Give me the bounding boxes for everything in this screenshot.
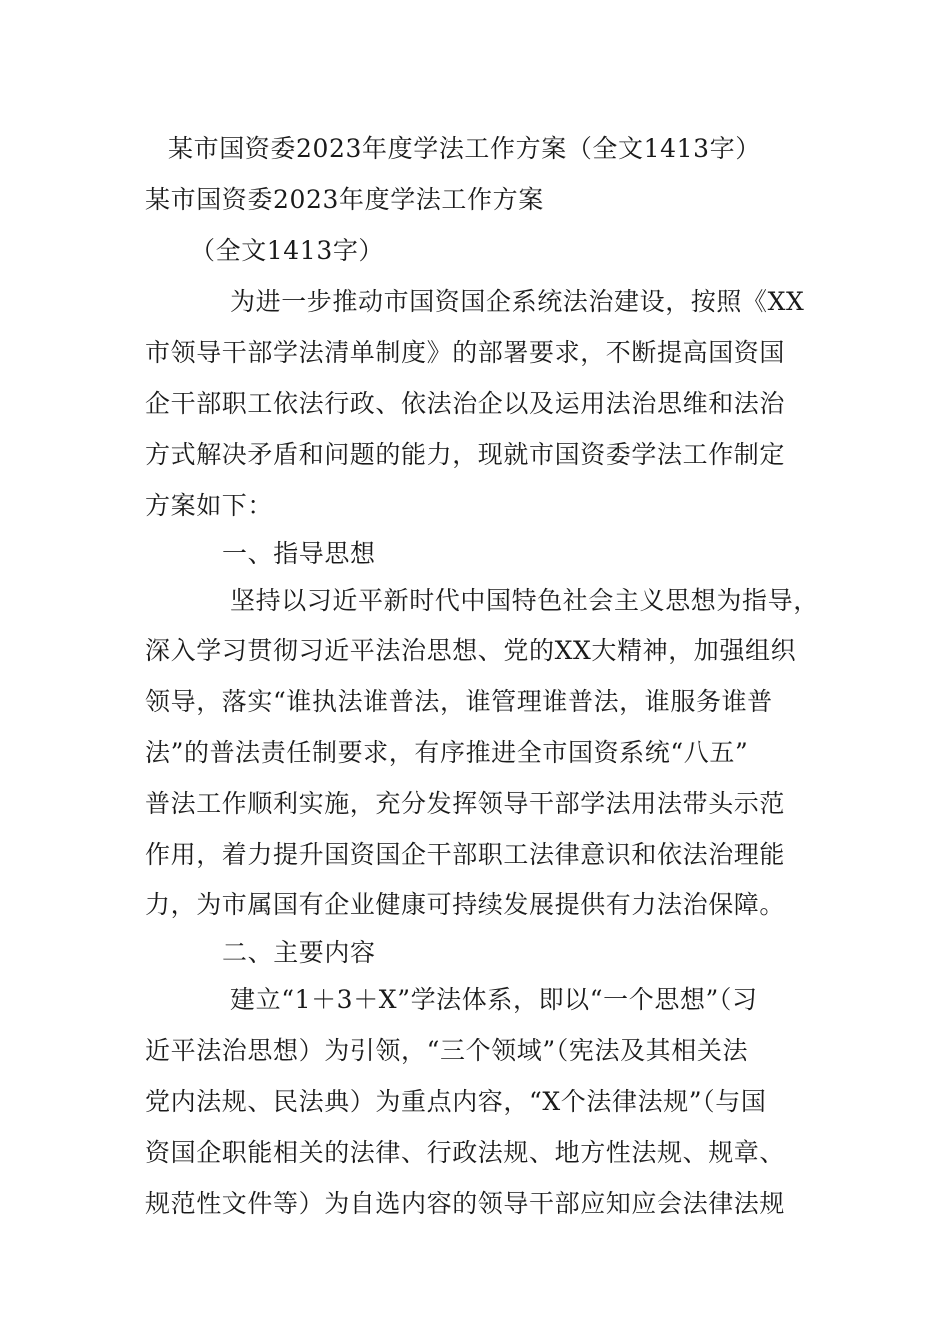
intro-line: 方案如下： <box>145 491 274 520</box>
document-header-title: 某市国资委2023年度学法工作方案（全文1413字） <box>168 134 761 163</box>
section2-line: 党内法规、民法典）为重点内容，“X个法律法规”（与国 <box>145 1087 767 1116</box>
section2-line: 建立“1＋3＋X”学法体系，即以“一个思想”（习 <box>230 985 758 1014</box>
section-heading-main-content: 二、主要内容 <box>222 938 376 967</box>
intro-line: 方式解决矛盾和问题的能力，现就市国资委学法工作制定 <box>145 440 786 469</box>
document-title: 某市国资委2023年度学法工作方案 <box>145 185 544 214</box>
section1-line: 普法工作顺利实施，充分发挥领导干部学法用法带头示范 <box>145 789 786 818</box>
word-count-note: （全文1413字） <box>190 236 385 265</box>
section1-line: 法”的普法责任制要求，有序推进全市国资系统“八五” <box>145 738 749 767</box>
section2-line: 近平法治思想）为引领，“三个领域”（宪法及其相关法 <box>145 1036 749 1065</box>
intro-line: 为进一步推动市国资国企系统法治建设，按照《XX <box>230 287 805 316</box>
section1-line: 力，为市属国有企业健康可持续发展提供有力法治保障。 <box>145 890 786 919</box>
section-heading-guiding-thought: 一、指导思想 <box>222 539 376 568</box>
section1-line: 领导，落实“谁执法谁普法，谁管理谁普法，谁服务谁普 <box>145 687 773 716</box>
section1-line: 深入学习贯彻习近平法治思想、党的XX大精神，加强组织 <box>145 636 797 665</box>
section2-line: 资国企职能相关的法律、行政法规、地方性法规、规章、 <box>145 1138 786 1167</box>
section2-line: 规范性文件等）为自选内容的领导干部应知应会法律法规 <box>145 1189 786 1218</box>
intro-line: 市领导干部学法清单制度》的部署要求，不断提高国资国 <box>145 338 786 367</box>
section1-line: 作用，着力提升国资国企干部职工法律意识和依法治理能 <box>145 840 786 869</box>
section1-line: 坚持以习近平新时代中国特色社会主义思想为指导， <box>230 586 819 615</box>
intro-line: 企干部职工依法行政、依法治企以及运用法治思维和法治 <box>145 389 786 418</box>
